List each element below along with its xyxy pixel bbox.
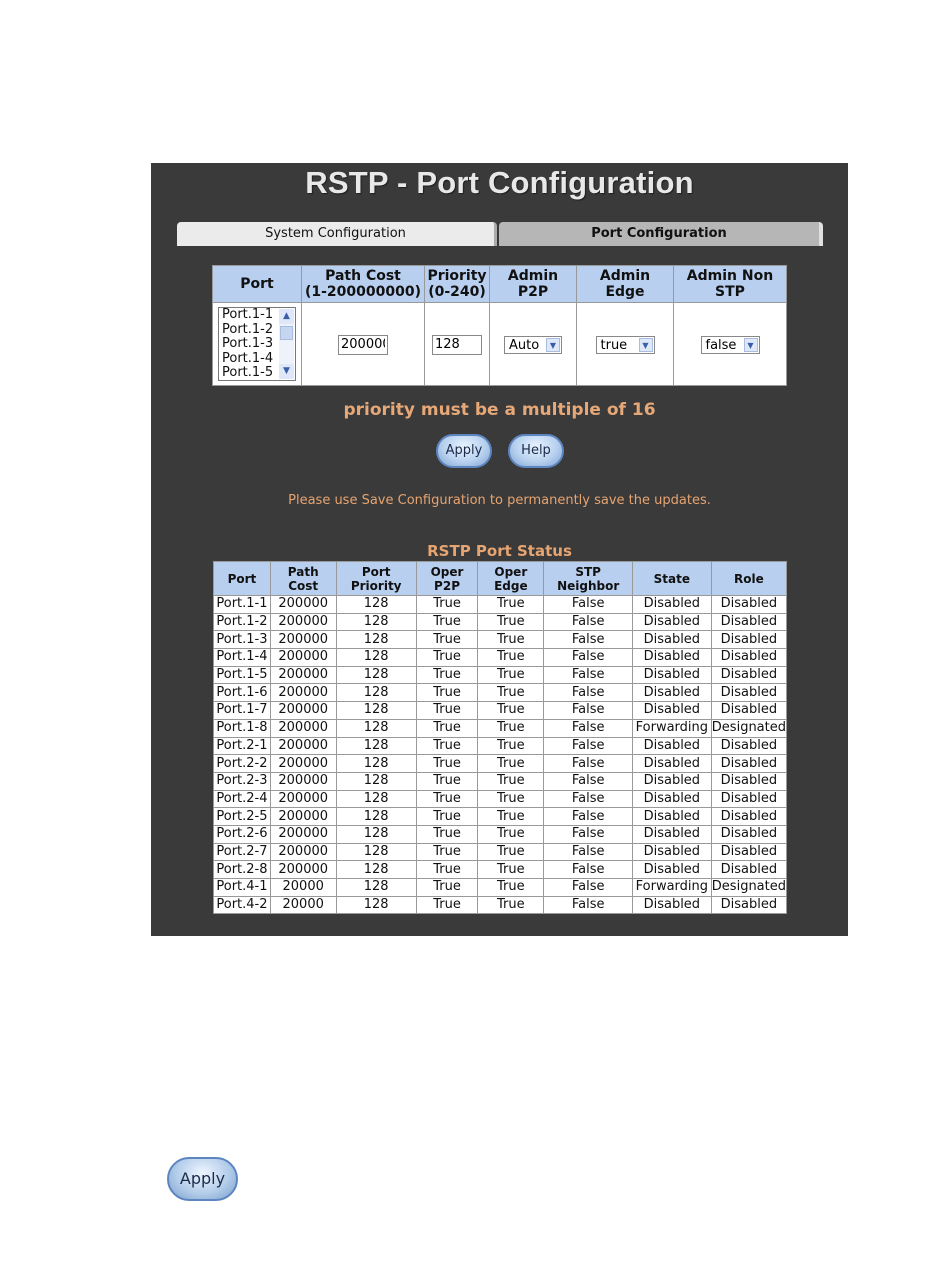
status-cell-oper-p2p: True bbox=[416, 879, 477, 897]
status-cell-path-cost: 200000 bbox=[270, 825, 336, 843]
status-cell-port-priority: 128 bbox=[336, 879, 416, 897]
status-cell-port-priority: 128 bbox=[336, 631, 416, 649]
status-cell-state: Disabled bbox=[632, 631, 711, 649]
page-title: RSTP - Port Configuration bbox=[305, 165, 694, 200]
status-cell-state: Disabled bbox=[632, 666, 711, 684]
status-cell-stp-neighbor: False bbox=[544, 861, 632, 879]
table-row bbox=[214, 879, 787, 897]
status-cell-role: Disabled bbox=[711, 861, 786, 879]
chevron-down-icon[interactable]: ▼ bbox=[546, 338, 560, 352]
table-row bbox=[214, 755, 787, 773]
status-cell-state: Disabled bbox=[632, 737, 711, 755]
status-cell-port: Port.1-6 bbox=[214, 684, 271, 702]
col-path-cost bbox=[302, 266, 425, 303]
status-cell-path-cost: 200000 bbox=[270, 631, 336, 649]
status-cell-port: Port.4-1 bbox=[214, 879, 271, 897]
col-admin-edge: Admin Edge bbox=[577, 266, 674, 303]
status-col-stp-neighbor-line1: STP bbox=[575, 564, 601, 579]
status-col-oper-p2p-line2: P2P bbox=[434, 578, 460, 593]
priority-cell bbox=[425, 303, 490, 386]
status-cell-role: Disabled bbox=[711, 737, 786, 755]
status-cell-role: Disabled bbox=[711, 666, 786, 684]
status-cell-stp-neighbor: False bbox=[544, 596, 632, 614]
port-list-cell bbox=[213, 303, 302, 386]
status-cell-role: Designated bbox=[711, 720, 786, 736]
status-col-stp-neighbor bbox=[544, 562, 632, 596]
admin-non-stp-value: false bbox=[705, 338, 737, 353]
col-path-cost-line2: (1-200000000) bbox=[304, 284, 422, 300]
status-cell-role: Disabled bbox=[711, 596, 786, 614]
save-note: Please use Save Configuration to permanently save the updates. bbox=[288, 493, 711, 508]
status-cell-state: Forwarding bbox=[632, 879, 711, 897]
apply-button[interactable]: Apply bbox=[436, 434, 492, 468]
status-col-port-priority-line2: Priority bbox=[350, 578, 402, 593]
status-cell-oper-p2p: True bbox=[416, 666, 477, 684]
status-cell-oper-p2p: True bbox=[416, 861, 477, 879]
status-cell-stp-neighbor: False bbox=[544, 825, 632, 843]
port-listbox[interactable] bbox=[218, 307, 296, 381]
status-cell-port-priority: 128 bbox=[336, 772, 416, 790]
port-option[interactable]: Port.1-4 bbox=[222, 350, 274, 366]
status-cell-oper-edge: True bbox=[478, 666, 544, 684]
status-cell-oper-p2p: True bbox=[416, 896, 477, 914]
status-cell-role: Disabled bbox=[711, 631, 786, 649]
status-cell-state: Disabled bbox=[632, 684, 711, 702]
table-row bbox=[214, 613, 787, 631]
status-cell-state: Disabled bbox=[632, 649, 711, 667]
status-cell-oper-edge: True bbox=[478, 596, 544, 614]
status-cell-path-cost: 20000 bbox=[270, 896, 336, 914]
status-cell-port: Port.2-7 bbox=[214, 843, 271, 861]
status-cell-port-priority: 128 bbox=[336, 755, 416, 773]
admin-non-stp-select[interactable] bbox=[701, 336, 760, 354]
path-cost-input[interactable] bbox=[338, 335, 388, 355]
status-cell-stp-neighbor: False bbox=[544, 772, 632, 790]
status-cell-port: Port.1-2 bbox=[214, 613, 271, 631]
status-cell-oper-edge: True bbox=[478, 684, 544, 702]
table-row bbox=[214, 631, 787, 649]
status-cell-role: Disabled bbox=[711, 649, 786, 667]
status-cell-path-cost: 200000 bbox=[270, 861, 336, 879]
status-cell-path-cost: 200000 bbox=[270, 613, 336, 631]
status-cell-port-priority: 128 bbox=[336, 684, 416, 702]
status-cell-path-cost: 200000 bbox=[270, 755, 336, 773]
status-cell-port: Port.4-2 bbox=[214, 896, 271, 914]
table-row bbox=[214, 666, 787, 684]
scroll-thumb[interactable] bbox=[280, 326, 293, 340]
status-cell-role: Disabled bbox=[711, 825, 786, 843]
status-cell-role: Disabled bbox=[711, 684, 786, 702]
status-cell-role: Disabled bbox=[711, 702, 786, 720]
admin-edge-value: true bbox=[600, 338, 628, 353]
status-cell-state: Disabled bbox=[632, 896, 711, 914]
status-cell-oper-edge: True bbox=[478, 772, 544, 790]
table-row bbox=[214, 719, 787, 737]
status-cell-oper-edge: True bbox=[478, 808, 544, 826]
status-cell-oper-edge: True bbox=[478, 719, 544, 737]
admin-p2p-cell bbox=[490, 303, 577, 386]
status-cell-path-cost: 200000 bbox=[270, 843, 336, 861]
status-cell-stp-neighbor: False bbox=[544, 666, 632, 684]
status-col-oper-edge-line2: Edge bbox=[494, 578, 528, 593]
table-row bbox=[214, 649, 787, 667]
status-cell-stp-neighbor: False bbox=[544, 631, 632, 649]
status-cell-stp-neighbor: False bbox=[544, 896, 632, 914]
tab-system-configuration[interactable]: System Configuration bbox=[177, 222, 497, 246]
status-cell-path-cost: 200000 bbox=[270, 737, 336, 755]
status-cell-stp-neighbor: False bbox=[544, 684, 632, 702]
status-cell-port-priority: 128 bbox=[336, 861, 416, 879]
status-cell-oper-edge: True bbox=[478, 702, 544, 720]
scroll-up-icon[interactable]: ▲ bbox=[279, 309, 294, 324]
apply-button-large[interactable]: Apply bbox=[167, 1157, 238, 1201]
status-cell-oper-p2p: True bbox=[416, 684, 477, 702]
admin-non-stp-cell bbox=[674, 303, 787, 386]
status-rows bbox=[214, 596, 787, 914]
status-cell-port-priority: 128 bbox=[336, 649, 416, 667]
col-priority bbox=[425, 266, 490, 303]
status-cell-state: Disabled bbox=[632, 596, 711, 614]
scroll-down-icon[interactable]: ▼ bbox=[279, 364, 294, 379]
status-cell-state: Disabled bbox=[632, 613, 711, 631]
priority-input[interactable] bbox=[432, 335, 482, 355]
status-cell-stp-neighbor: False bbox=[544, 879, 632, 897]
status-cell-oper-edge: True bbox=[478, 755, 544, 773]
status-cell-path-cost: 200000 bbox=[270, 702, 336, 720]
status-cell-oper-edge: True bbox=[478, 843, 544, 861]
admin-p2p-select[interactable] bbox=[504, 336, 562, 354]
status-cell-path-cost: 200000 bbox=[270, 649, 336, 667]
table-row bbox=[214, 737, 787, 755]
status-cell-path-cost: 200000 bbox=[270, 666, 336, 684]
status-col-role: Role bbox=[711, 562, 786, 596]
status-cell-path-cost: 200000 bbox=[270, 719, 336, 737]
table-row bbox=[214, 896, 787, 914]
status-cell-oper-edge: True bbox=[478, 790, 544, 808]
status-cell-oper-p2p: True bbox=[416, 737, 477, 755]
status-col-port-priority bbox=[336, 562, 416, 596]
rstp-panel bbox=[151, 163, 848, 936]
status-col-oper-edge-line1: Oper bbox=[494, 564, 528, 579]
status-cell-path-cost: 200000 bbox=[270, 684, 336, 702]
chevron-down-icon[interactable]: ▼ bbox=[639, 338, 653, 352]
table-row bbox=[214, 861, 787, 879]
tab-bar bbox=[177, 222, 823, 246]
status-cell-oper-p2p: True bbox=[416, 790, 477, 808]
status-cell-stp-neighbor: False bbox=[544, 613, 632, 631]
status-col-path-cost-line1: Path bbox=[287, 564, 319, 579]
tab-port-configuration[interactable]: Port Configuration bbox=[499, 222, 823, 246]
status-cell-port-priority: 128 bbox=[336, 666, 416, 684]
status-cell-port: Port.1-1 bbox=[214, 596, 271, 614]
status-cell-stp-neighbor: False bbox=[544, 719, 632, 737]
status-cell-oper-edge: True bbox=[478, 896, 544, 914]
status-cell-port-priority: 128 bbox=[336, 737, 416, 755]
status-cell-port: Port.1-3 bbox=[214, 631, 271, 649]
status-cell-port: Port.1-8 bbox=[214, 719, 271, 737]
status-col-path-cost bbox=[270, 562, 336, 596]
status-cell-oper-p2p: True bbox=[416, 631, 477, 649]
admin-p2p-value: Auto bbox=[509, 338, 540, 353]
status-cell-path-cost: 200000 bbox=[270, 596, 336, 614]
status-cell-path-cost: 200000 bbox=[270, 772, 336, 790]
status-cell-oper-p2p: True bbox=[416, 843, 477, 861]
priority-warning: priority must be a multiple of 16 bbox=[343, 400, 656, 420]
status-cell-port: Port.2-3 bbox=[214, 772, 271, 790]
status-cell-stp-neighbor: False bbox=[544, 790, 632, 808]
status-cell-path-cost: 200000 bbox=[270, 808, 336, 826]
status-cell-stp-neighbor: False bbox=[544, 702, 632, 720]
status-cell-oper-edge: True bbox=[478, 649, 544, 667]
table-row bbox=[214, 825, 787, 843]
status-cell-oper-p2p: True bbox=[416, 825, 477, 843]
status-cell-oper-p2p: True bbox=[416, 772, 477, 790]
col-admin-non-stp: Admin Non STP bbox=[674, 266, 787, 303]
status-cell-role: Disabled bbox=[711, 843, 786, 861]
col-admin-p2p: Admin P2P bbox=[490, 266, 577, 303]
status-cell-state: Disabled bbox=[632, 825, 711, 843]
status-cell-state: Disabled bbox=[632, 790, 711, 808]
status-title: RSTP Port Status bbox=[427, 542, 572, 560]
status-cell-role: Disabled bbox=[711, 808, 786, 826]
table-row bbox=[214, 843, 787, 861]
status-cell-port-priority: 128 bbox=[336, 719, 416, 737]
status-cell-oper-p2p: True bbox=[416, 702, 477, 720]
status-cell-port: Port.2-2 bbox=[214, 755, 271, 773]
status-cell-oper-edge: True bbox=[478, 879, 544, 897]
status-cell-oper-edge: True bbox=[478, 737, 544, 755]
status-cell-role: Disabled bbox=[711, 896, 786, 914]
status-col-path-cost-line2: Cost bbox=[288, 578, 319, 593]
status-cell-path-cost: 200000 bbox=[270, 790, 336, 808]
status-cell-port: Port.2-6 bbox=[214, 825, 271, 843]
status-cell-oper-edge: True bbox=[478, 631, 544, 649]
path-cost-cell bbox=[302, 303, 425, 386]
status-cell-role: Disabled bbox=[711, 613, 786, 631]
status-cell-oper-p2p: True bbox=[416, 649, 477, 667]
status-cell-state: Forwarding bbox=[632, 719, 711, 737]
status-cell-port: Port.2-4 bbox=[214, 790, 271, 808]
status-cell-role: Disabled bbox=[711, 790, 786, 808]
table-row bbox=[214, 684, 787, 702]
col-path-cost-line1: Path Cost bbox=[325, 268, 401, 284]
status-cell-port-priority: 128 bbox=[336, 843, 416, 861]
status-cell-role: Designated bbox=[711, 879, 786, 895]
status-cell-state: Disabled bbox=[632, 755, 711, 773]
status-cell-stp-neighbor: False bbox=[544, 755, 632, 773]
status-cell-state: Disabled bbox=[632, 843, 711, 861]
status-cell-oper-p2p: True bbox=[416, 596, 477, 614]
admin-edge-select[interactable] bbox=[596, 336, 655, 354]
status-cell-stp-neighbor: False bbox=[544, 737, 632, 755]
status-cell-role: Disabled bbox=[711, 755, 786, 773]
help-button[interactable]: Help bbox=[508, 434, 564, 468]
status-cell-stp-neighbor: False bbox=[544, 808, 632, 826]
port-config-table bbox=[212, 265, 787, 386]
col-priority-line2: (0-240) bbox=[428, 284, 486, 300]
status-cell-oper-edge: True bbox=[478, 613, 544, 631]
port-option[interactable]: Port.1-2 bbox=[222, 321, 274, 337]
status-cell-state: Disabled bbox=[632, 772, 711, 790]
status-cell-port-priority: 128 bbox=[336, 825, 416, 843]
col-priority-line1: Priority bbox=[427, 268, 487, 284]
status-cell-port: Port.2-8 bbox=[214, 861, 271, 879]
status-cell-role: Disabled bbox=[711, 772, 786, 790]
status-cell-port: Port.1-7 bbox=[214, 702, 271, 720]
status-cell-state: Disabled bbox=[632, 702, 711, 720]
status-col-state: State bbox=[632, 562, 711, 596]
status-col-oper-p2p bbox=[416, 562, 477, 596]
status-cell-port: Port.2-5 bbox=[214, 808, 271, 826]
status-cell-oper-p2p: True bbox=[416, 719, 477, 737]
status-col-stp-neighbor-line2: Neighbor bbox=[557, 578, 620, 593]
status-cell-stp-neighbor: False bbox=[544, 843, 632, 861]
status-cell-oper-p2p: True bbox=[416, 755, 477, 773]
col-port: Port bbox=[213, 266, 302, 303]
status-cell-port: Port.2-1 bbox=[214, 737, 271, 755]
port-list-scrollbar[interactable] bbox=[279, 309, 294, 379]
status-col-port-priority-line1: Port bbox=[361, 564, 391, 579]
table-row bbox=[214, 596, 787, 614]
status-cell-port-priority: 128 bbox=[336, 896, 416, 914]
status-col-oper-edge bbox=[478, 562, 544, 596]
status-cell-port-priority: 128 bbox=[336, 808, 416, 826]
status-cell-port-priority: 128 bbox=[336, 596, 416, 614]
table-row bbox=[214, 702, 787, 720]
status-cell-path-cost: 20000 bbox=[270, 879, 336, 897]
status-col-oper-p2p-line1: Oper bbox=[430, 564, 464, 579]
status-cell-state: Disabled bbox=[632, 861, 711, 879]
table-row bbox=[214, 790, 787, 808]
table-row bbox=[214, 808, 787, 826]
status-cell-port-priority: 128 bbox=[336, 613, 416, 631]
status-cell-port-priority: 128 bbox=[336, 702, 416, 720]
status-col-port: Port bbox=[214, 562, 271, 596]
port-option[interactable]: Port.1-5 bbox=[222, 365, 274, 381]
status-cell-port: Port.1-4 bbox=[214, 649, 271, 667]
status-cell-port: Port.1-5 bbox=[214, 666, 271, 684]
status-cell-state: Disabled bbox=[632, 808, 711, 826]
status-cell-oper-edge: True bbox=[478, 861, 544, 879]
status-cell-oper-p2p: True bbox=[416, 613, 477, 631]
admin-edge-cell bbox=[577, 303, 674, 386]
status-cell-port-priority: 128 bbox=[336, 790, 416, 808]
chevron-down-icon[interactable]: ▼ bbox=[744, 338, 758, 352]
status-cell-oper-p2p: True bbox=[416, 808, 477, 826]
status-cell-stp-neighbor: False bbox=[544, 649, 632, 667]
status-cell-oper-edge: True bbox=[478, 825, 544, 843]
port-status-table bbox=[213, 561, 787, 914]
port-option[interactable]: Port.1-3 bbox=[222, 336, 274, 352]
table-row bbox=[214, 772, 787, 790]
port-option[interactable]: Port.1-1 bbox=[222, 307, 274, 322]
